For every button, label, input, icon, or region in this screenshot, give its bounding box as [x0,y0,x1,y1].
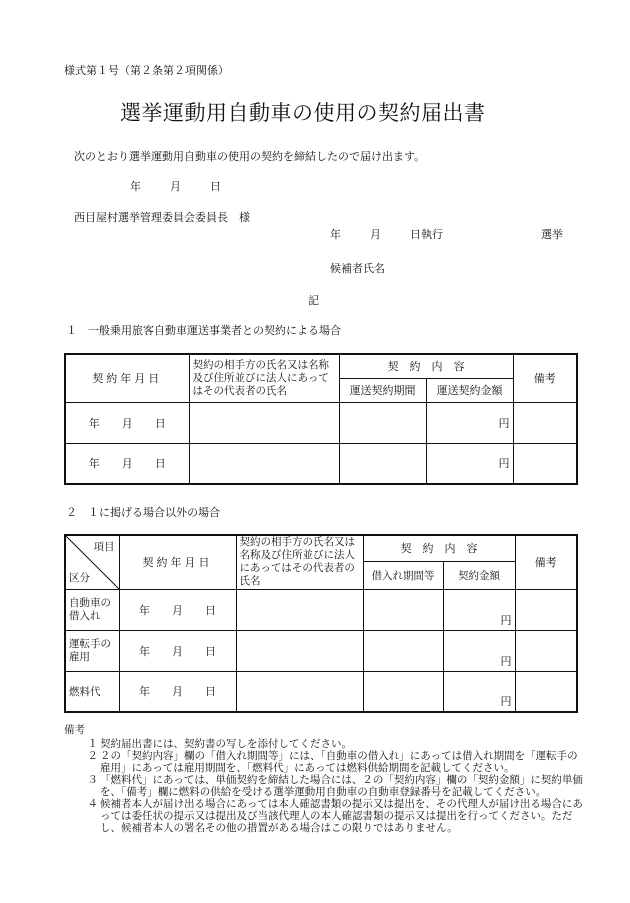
section2-heading: ２ １に掲げる場合以外の場合 [66,506,220,519]
submit-date [130,178,221,194]
ki-mark: 記 [308,294,319,307]
s2-header-contents: 契 約 内 容 [363,535,515,561]
table-row [65,402,577,443]
note-1-number: １ [87,738,98,750]
table-row [65,630,577,671]
s1-row1-counterparty[interactable] [189,402,339,443]
note-4-text: 候補者本人が届け出る場合にあっては本人確認書類の提示又は提出を、その代理人が届け出る場合にあっては委任状の提示又は提出及び当該代理人の本人確認書類の提示又は提出を行ってください。ただし、候補者本人の署名その他の措置がある場合はこの限りではありません。 [100,798,583,834]
s1-row1-amount[interactable]: 円 [426,402,513,443]
note-1-text: 契約届出書には、契約書の写しを添付してください。 [100,738,352,750]
s2-row3-amount[interactable]: 円 [443,671,515,712]
s1-row1-date: 年 月 日 [65,402,189,443]
s2-row1-counterparty[interactable] [236,589,363,630]
s2-row2-amount[interactable]: 円 [443,630,515,671]
s2-row3-date: 年 月 日 [119,671,236,712]
s1-row2-date: 年 月 日 [65,443,189,484]
section1-table [64,353,578,485]
note-4 [64,798,584,834]
s1-header-counterparty: 契約の相手方の氏名又は名称及び住所並びに法人にあってはその代表者の氏名 [189,354,339,402]
notes-heading: 備考 [64,724,85,736]
election-year: 年 [330,228,341,241]
s2-row2-period[interactable] [363,630,443,671]
note-4-number: ４ [87,798,98,810]
s1-row1-period[interactable] [339,402,426,443]
s1-row2-period[interactable] [339,443,426,484]
s2-row1-amount[interactable]: 円 [443,589,515,630]
s2-row2-date: 年 月 日 [119,630,236,671]
note-3-text: 「燃料代」にあっては、単価契約を締結した場合には、２の「契約内容」欄の「契約金額」に契約単価を、「備考」欄に燃料の供給を受ける選挙運動用自動車の自動車登録番号を記載してください。 [100,774,583,798]
s1-row2-counterparty[interactable] [189,443,339,484]
s1-row1-remarks[interactable] [513,402,577,443]
table-row [65,589,577,630]
s2-row1-date: 年 月 日 [119,589,236,630]
s2-row1-period[interactable] [363,589,443,630]
document-title: 選挙運動用自動車の使用の契約届出書 [120,101,486,125]
s2-row2-remarks[interactable] [515,630,577,671]
candidate-label: 候補者氏名 [330,262,385,275]
s2-header-counterparty: 契約の相手方の氏名又は名称及び住所並びに法人にあってはその代表者の氏名 [236,535,363,589]
s2-header-contract-date: 契約年月日 [119,535,236,589]
s2-row3-category: 燃料代 [65,671,119,712]
submit-date-year: 年 [130,180,141,193]
s1-header-remarks: 備考 [513,354,577,402]
addressee: 西目屋村選挙管理委員会委員長 様 [74,211,250,224]
s2-header-period: 借入れ期間等 [363,561,443,589]
table-row [65,671,577,712]
s2-header-category: 区分 [69,571,90,584]
s2-header-item: 項目 [93,541,115,553]
election-date [330,226,443,242]
form-number: 様式第１号（第２条第２項関係） [64,64,229,77]
note-2-number: ２ [87,750,98,762]
s2-row1-remarks[interactable] [515,589,577,630]
section1-heading: １ 一般乗用旅客自動車運送事業者との契約による場合 [66,324,341,337]
notes [64,724,584,834]
s2-header-diagonal [65,535,119,589]
note-1 [64,738,584,750]
s2-row3-period[interactable] [363,671,443,712]
election-month: 月 [370,228,381,241]
s1-row2-amount[interactable]: 円 [426,443,513,484]
s1-header-amount: 運送契約金額 [426,378,513,402]
note-3 [64,774,584,798]
s2-row2-counterparty[interactable] [236,630,363,671]
intro-text: 次のとおり選挙運動用自動車の使用の契約を締結したので届け出ます。 [74,150,426,163]
note-2-text: ２の「契約内容」欄の「借入れ期間等」には、「自動車の借入れ」にあっては借入れ期間を「運転手の雇用」にあっては雇用期間を、「燃料代」にあっては燃料供給期間を記載してください。 [100,750,578,774]
table-row [65,443,577,484]
s1-header-contract-date: 契約年月日 [65,354,189,402]
note-2 [64,750,584,774]
section2-table [64,534,578,713]
s2-row3-remarks[interactable] [515,671,577,712]
s2-header-remarks: 備考 [515,535,577,589]
s2-row2-category: 運転手の雇用 [65,630,119,671]
submit-date-day: 日 [210,180,221,193]
submit-date-month: 月 [170,180,181,193]
s1-header-contents: 契 約 内 容 [339,354,513,378]
note-3-number: ３ [87,774,98,786]
s1-row2-remarks[interactable] [513,443,577,484]
s2-header-amount: 契約金額 [443,561,515,589]
s2-row3-counterparty[interactable] [236,671,363,712]
election-day: 日執行 [410,228,443,241]
election-suffix: 選挙 [541,228,563,241]
s2-row1-category: 自動車の借入れ [65,589,119,630]
s1-header-period: 運送契約期間 [339,378,426,402]
